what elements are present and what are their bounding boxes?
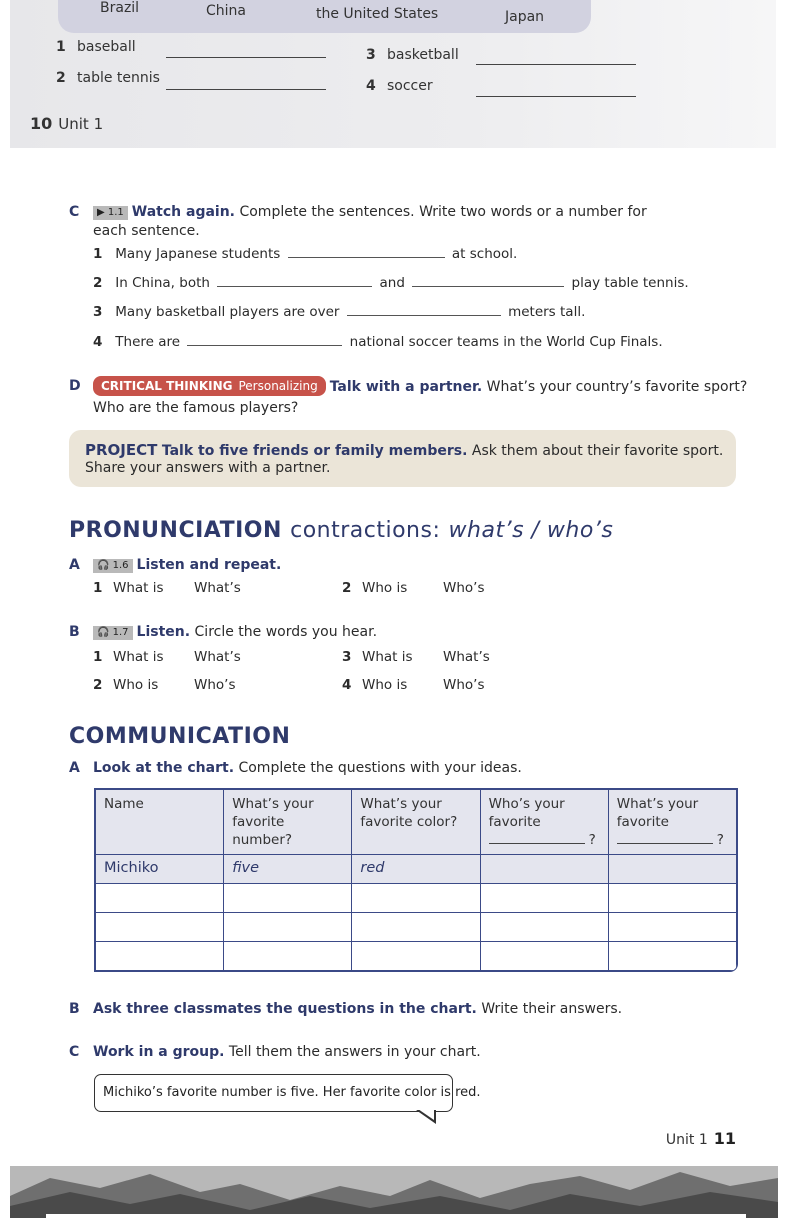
exercise-letter: B bbox=[69, 624, 80, 640]
footer-page-number: 11 bbox=[713, 1129, 736, 1148]
instruction-text: Complete the sentences. Write two words or a number for bbox=[239, 204, 647, 220]
sentence-text: national soccer teams in the World Cup Finals. bbox=[349, 334, 663, 350]
sentence-item bbox=[93, 246, 517, 262]
question-blank[interactable] bbox=[489, 831, 600, 849]
header-text: What’s your favorite color? bbox=[360, 796, 458, 830]
sentence-text: Many basketball players are over bbox=[115, 304, 340, 320]
table-row bbox=[96, 942, 737, 971]
choice-full[interactable]: Who is bbox=[362, 677, 408, 693]
answer-blank[interactable] bbox=[412, 286, 564, 287]
header-text: What’s your favorite bbox=[616, 796, 699, 830]
project-bold: Talk to five friends or family members. bbox=[161, 443, 468, 459]
heading-italic: what’s / who’s bbox=[448, 518, 614, 543]
video-tag[interactable]: ▶ 1.1 bbox=[93, 206, 128, 220]
exercise-letter: C bbox=[69, 1044, 80, 1060]
answer-blank[interactable] bbox=[217, 286, 372, 287]
table-cell[interactable] bbox=[224, 884, 352, 913]
contraction: What’s bbox=[194, 580, 241, 596]
comm-c-instructions bbox=[93, 1043, 481, 1062]
heading-subtitle: contractions: bbox=[290, 518, 441, 543]
project-text: Ask them about their favorite sport. bbox=[471, 443, 724, 459]
sentence-text: meters tall. bbox=[508, 304, 586, 320]
table-cell[interactable] bbox=[608, 855, 736, 884]
project-line-1 bbox=[85, 441, 725, 461]
table-cell[interactable] bbox=[352, 942, 480, 971]
header-cell bbox=[96, 790, 224, 855]
table-cell: five bbox=[224, 855, 352, 884]
exercise-letter: B bbox=[69, 1001, 80, 1017]
critical-thinking-badge bbox=[93, 376, 326, 396]
unit-label: Unit 1 bbox=[58, 115, 104, 133]
chart-header-row bbox=[96, 790, 737, 855]
choice-short[interactable]: Who’s bbox=[443, 677, 485, 693]
instruction-text: Circle the words you hear. bbox=[194, 624, 378, 640]
mountain-photo bbox=[10, 1166, 778, 1218]
header-cell bbox=[224, 790, 352, 855]
instruction-text: Write their answers. bbox=[481, 1001, 623, 1017]
item-number: 2 bbox=[93, 275, 103, 291]
item-number: 1 bbox=[56, 39, 66, 55]
header-text: What’s your favorite number? bbox=[232, 796, 314, 848]
choice-full[interactable]: What is bbox=[113, 649, 164, 665]
table-cell[interactable] bbox=[480, 942, 608, 971]
item-number: 3 bbox=[342, 649, 352, 665]
contraction: Who’s bbox=[443, 580, 485, 596]
instruction-bold: Ask three classmates the questions in the chart. bbox=[93, 1001, 477, 1017]
country-option: Brazil bbox=[100, 0, 140, 16]
table-cell[interactable] bbox=[352, 884, 480, 913]
item-number: 1 bbox=[93, 246, 103, 262]
exercise-letter: D bbox=[69, 378, 81, 394]
sport-label: table tennis bbox=[77, 70, 160, 86]
table-row bbox=[96, 884, 737, 913]
choice-short[interactable]: What’s bbox=[194, 649, 241, 665]
choice-short[interactable]: Who’s bbox=[194, 677, 236, 693]
sentence-text: There are bbox=[115, 334, 181, 350]
speech-bubble-tail-fill bbox=[418, 1109, 434, 1120]
question-mark: ? bbox=[716, 832, 724, 848]
table-cell[interactable] bbox=[352, 913, 480, 942]
table-cell[interactable] bbox=[480, 913, 608, 942]
audio-tag[interactable]: 🎧 1.7 bbox=[93, 626, 133, 640]
sentence-item bbox=[93, 304, 585, 320]
item-number: 3 bbox=[93, 304, 103, 320]
item-number: 2 bbox=[56, 70, 66, 86]
table-cell: red bbox=[352, 855, 480, 884]
exercise-d-instructions bbox=[93, 376, 748, 397]
instruction-text: What’s your country’s favorite sport? bbox=[486, 379, 748, 395]
chart-table bbox=[95, 789, 737, 971]
sentence-item bbox=[93, 275, 689, 291]
table-cell: Michiko bbox=[96, 855, 224, 884]
item-number: 4 bbox=[366, 78, 376, 94]
choice-full[interactable]: What is bbox=[362, 649, 413, 665]
item-number: 2 bbox=[93, 677, 103, 693]
item-number: 3 bbox=[366, 47, 376, 63]
table-cell[interactable] bbox=[608, 884, 736, 913]
answer-line[interactable] bbox=[476, 64, 636, 65]
table-cell[interactable] bbox=[608, 913, 736, 942]
badge-title: CRITICAL THINKING bbox=[101, 379, 233, 393]
exercise-c-instructions bbox=[93, 203, 693, 222]
survey-chart bbox=[94, 788, 738, 972]
answer-blank[interactable] bbox=[187, 345, 342, 346]
header-cell bbox=[352, 790, 480, 855]
header-cell bbox=[608, 790, 736, 855]
sentence-text: and bbox=[379, 275, 405, 291]
full-form: What is bbox=[113, 580, 164, 596]
pronunciation-heading bbox=[69, 518, 613, 543]
item-number: 4 bbox=[93, 334, 103, 350]
question-mark: ? bbox=[588, 832, 596, 848]
full-form: Who is bbox=[362, 580, 408, 596]
comm-a-instructions bbox=[93, 759, 522, 778]
sentence-text: at school. bbox=[451, 246, 518, 262]
instruction-bold: Talk with a partner. bbox=[329, 379, 483, 395]
instruction-text-2: Who are the famous players? bbox=[93, 400, 299, 416]
table-cell[interactable] bbox=[480, 884, 608, 913]
choice-short[interactable]: What’s bbox=[443, 649, 490, 665]
answer-line[interactable] bbox=[166, 89, 326, 90]
badge-subtitle: Personalizing bbox=[238, 379, 318, 393]
table-cell[interactable] bbox=[224, 942, 352, 971]
exercise-letter: C bbox=[69, 204, 80, 220]
sentence-text: In China, both bbox=[115, 275, 210, 291]
table-cell[interactable] bbox=[96, 913, 224, 942]
page-footer bbox=[666, 1129, 736, 1148]
instruction-bold: Watch again. bbox=[131, 204, 236, 220]
example-row bbox=[96, 855, 737, 884]
sentence-item bbox=[93, 334, 663, 350]
header-text: Who’s your favorite bbox=[488, 796, 565, 830]
answer-line[interactable] bbox=[476, 96, 636, 97]
table-cell[interactable] bbox=[480, 855, 608, 884]
item-number: 1 bbox=[93, 580, 103, 596]
pron-b-instructions bbox=[93, 623, 377, 642]
speech-bubble: Michiko’s favorite number is five. Her favorite color is red. bbox=[94, 1074, 453, 1112]
table-cell[interactable] bbox=[224, 913, 352, 942]
comm-b-instructions bbox=[93, 1000, 622, 1019]
instruction-text-2: each sentence. bbox=[93, 223, 200, 239]
sport-label: baseball bbox=[77, 39, 136, 55]
sport-label: soccer bbox=[387, 78, 433, 94]
header-cell bbox=[480, 790, 608, 855]
exercise-letter: A bbox=[69, 760, 80, 776]
page-number: 10 bbox=[30, 114, 53, 133]
answer-blank[interactable] bbox=[288, 257, 445, 258]
question-blank[interactable] bbox=[617, 831, 728, 849]
project-line-2: Share your answers with a partner. bbox=[85, 460, 331, 476]
previous-page-footer bbox=[30, 114, 103, 133]
mountain-illustration bbox=[10, 1166, 778, 1218]
table-cell[interactable] bbox=[608, 942, 736, 971]
instruction-bold: Look at the chart. bbox=[93, 760, 235, 776]
exercise-letter: A bbox=[69, 557, 80, 573]
sentence-text: play table tennis. bbox=[571, 275, 689, 291]
instruction-bold: Listen and repeat. bbox=[136, 557, 282, 573]
answer-blank[interactable] bbox=[347, 315, 501, 316]
header-text: Name bbox=[104, 796, 144, 812]
choice-full[interactable]: Who is bbox=[113, 677, 159, 693]
audio-tag[interactable]: 🎧 1.6 bbox=[93, 559, 133, 573]
footer-unit: Unit 1 bbox=[665, 1132, 708, 1148]
country-option: China bbox=[206, 3, 246, 19]
instruction-text: Tell them the answers in your chart. bbox=[228, 1044, 481, 1060]
instruction-bold: Work in a group. bbox=[93, 1044, 225, 1060]
item-number: 4 bbox=[342, 677, 352, 693]
project-title: PROJECT bbox=[85, 441, 158, 459]
pron-a-instructions bbox=[93, 556, 281, 575]
item-number: 2 bbox=[342, 580, 352, 596]
sport-label: basketball bbox=[387, 47, 459, 63]
item-number: 1 bbox=[93, 649, 103, 665]
country-option: Japan bbox=[505, 9, 545, 25]
country-option: the United States bbox=[316, 6, 439, 22]
table-row bbox=[96, 913, 737, 942]
sentence-text: Many Japanese students bbox=[115, 246, 281, 262]
answer-line[interactable] bbox=[166, 57, 326, 58]
heading-text: PRONUNCIATION bbox=[69, 518, 282, 543]
instruction-bold: Listen. bbox=[136, 624, 191, 640]
communication-heading: COMMUNICATION bbox=[69, 724, 291, 749]
instruction-text: Complete the questions with your ideas. bbox=[238, 760, 522, 776]
table-cell[interactable] bbox=[96, 942, 224, 971]
table-cell[interactable] bbox=[96, 884, 224, 913]
